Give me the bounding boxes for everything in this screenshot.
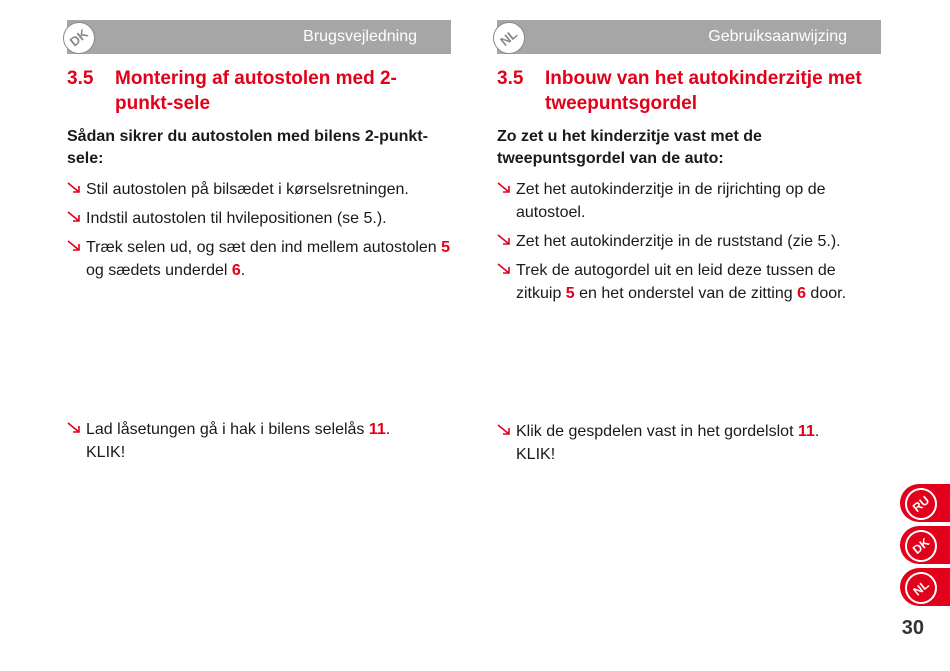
header-title-dk: Brugsvejledning	[303, 28, 417, 45]
step-text: Trek de autogordel uit en leid deze tussen de zitkuip 5 en het onderstel van de zitting 6 door.	[516, 262, 847, 302]
list-item	[497, 259, 881, 305]
step-text: Zet het autokinderzitje in de rijrichting op de autostoel.	[516, 181, 826, 221]
intro-text-nl: Zo zet u het kinderzitje vast met de tweepuntsgordel van de auto:	[497, 128, 762, 167]
column-dk	[66, 20, 451, 461]
part-number: 5	[441, 239, 451, 256]
arrow-down-right-icon	[497, 181, 516, 227]
arrow-down-right-icon	[497, 262, 516, 308]
side-tab-dk[interactable]	[900, 526, 950, 564]
arrow-down-right-icon	[67, 421, 86, 467]
step-list-nl	[497, 178, 881, 305]
header-bar-nl	[497, 20, 881, 54]
part-number: 5	[565, 285, 575, 302]
section-heading-nl	[497, 66, 881, 116]
section-heading-dk	[67, 66, 451, 116]
intro-text-dk: Sådan sikrer du autostolen med bilens 2-punkt-sele:	[67, 128, 428, 167]
side-tab-label-nl: NL	[898, 565, 943, 610]
part-number: 11	[797, 423, 815, 440]
step-text: Stil autostolen på bilsædet i kørselsretningen.	[86, 181, 409, 198]
arrow-down-right-icon	[67, 181, 86, 204]
part-number: 11	[368, 421, 386, 438]
arrow-down-right-icon	[497, 423, 516, 469]
header-bar-dk	[67, 20, 451, 54]
step-list-dk	[67, 178, 451, 282]
arrow-down-right-icon	[497, 233, 516, 256]
section-number-dk: 3.5	[67, 68, 94, 89]
list-item	[497, 230, 881, 253]
section-number-nl: 3.5	[497, 68, 524, 89]
step-list-bottom-nl	[497, 420, 881, 472]
step-text: Klik de gespdelen vast in het gordelslot 11. KLIK!	[516, 423, 820, 463]
step-text: Træk selen ud, og sæt den ind mellem autostolen 5 og sædets underdel 6.	[86, 239, 451, 279]
section-title-dk: Montering af autostolen med 2-punkt-sele	[115, 68, 397, 114]
side-tab-label-dk: DK	[898, 523, 943, 568]
side-tab-nl[interactable]	[900, 568, 950, 606]
language-badge-dk: DK	[56, 15, 101, 60]
list-item	[67, 207, 451, 230]
step-text: Zet het autokinderzitje in de ruststand (zie 5.).	[516, 233, 841, 250]
part-number: 6	[797, 285, 806, 302]
part-number: 6	[231, 262, 241, 279]
list-item	[67, 236, 451, 282]
column-nl	[497, 20, 881, 463]
list-item	[497, 420, 881, 466]
list-item	[497, 178, 881, 224]
step-text: Lad låsetungen gå i hak i bilens selelås 11. KLIK!	[86, 421, 391, 461]
section-title-nl: Inbouw van het autokinderzitje met tweepuntsgordel	[545, 68, 862, 114]
page-number: 30	[901, 617, 924, 639]
arrow-down-right-icon	[67, 210, 86, 233]
list-item	[67, 178, 451, 201]
side-tab-ru[interactable]	[900, 484, 950, 522]
arrow-down-right-icon	[67, 239, 86, 285]
side-tab-label-ru: RU	[898, 481, 943, 526]
step-list-bottom-dk	[67, 418, 451, 470]
language-badge-nl: NL	[486, 15, 531, 60]
header-title-nl: Gebruiksaanwijzing	[708, 28, 847, 45]
list-item	[67, 418, 451, 464]
step-text: Indstil autostolen til hvilepositionen (se 5.).	[86, 210, 387, 227]
